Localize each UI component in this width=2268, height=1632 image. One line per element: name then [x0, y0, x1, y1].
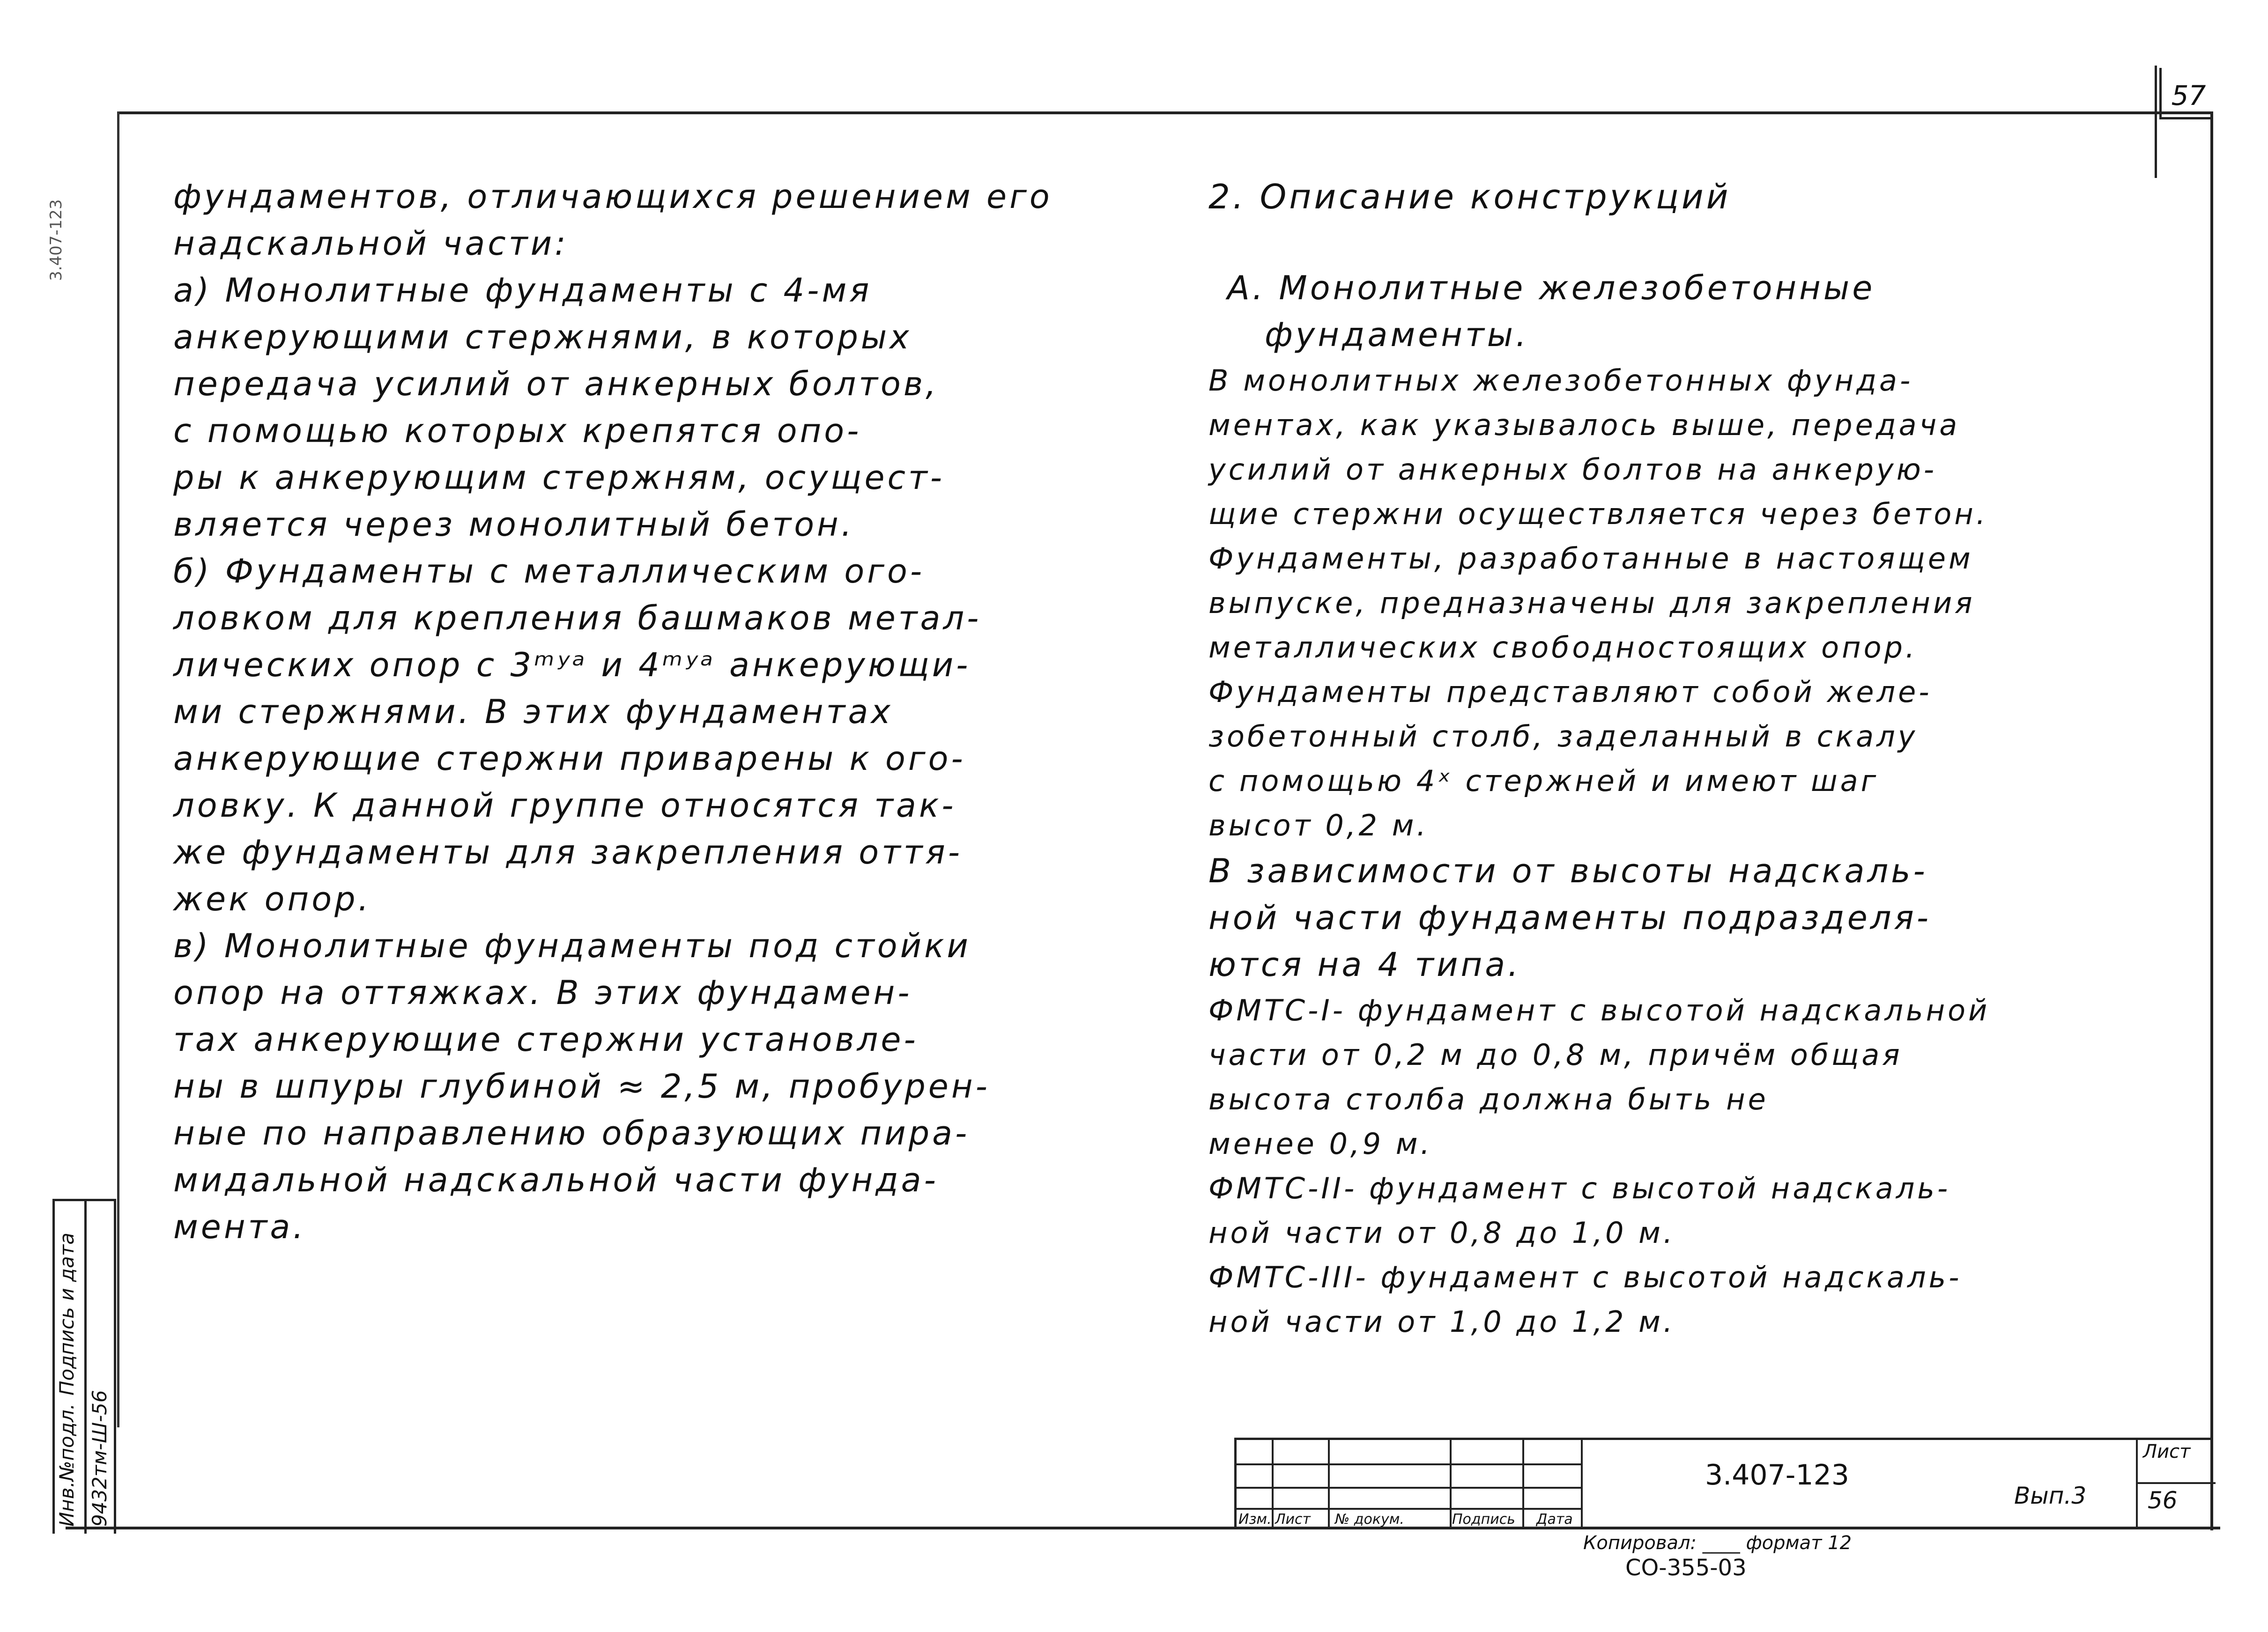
right-column — [1208, 173, 2183, 1344]
text-line: Фундаменты, разработанные в настоящем — [1208, 541, 1973, 576]
tb-label-date: Дата — [1536, 1511, 1573, 1528]
tb-col-line — [1272, 1440, 1274, 1529]
text-line: ФМТС-III- фундамент с высотой надскаль- — [1208, 1260, 1962, 1294]
text-line: ной части от 0,8 до 1,0 м. — [1208, 1216, 1675, 1250]
text-line: В зависимости от высоты надскаль- — [1208, 852, 1928, 890]
sheet-label: Лист — [2143, 1441, 2191, 1462]
tb-label-list: Лист — [1275, 1511, 1311, 1528]
stamp-inv-value: 9432тм-Ш-56 — [88, 1390, 111, 1527]
text-line: анкерующими стержнями, в которых — [173, 318, 912, 356]
sheet-number: 56 — [2148, 1487, 2178, 1514]
tb-row-line — [1237, 1463, 1581, 1465]
document-code: 3.407-123 — [1705, 1459, 1849, 1492]
text-line: менее 0,9 м. — [1208, 1127, 1433, 1161]
text-line: б) Фундаменты с металлическим ого- — [173, 552, 925, 591]
text-line: вляется через монолитный бетон. — [173, 505, 855, 544]
tb-row-line — [1237, 1487, 1581, 1489]
side-stamp — [52, 1199, 116, 1534]
copy-code: СО-355-03 — [1625, 1555, 1747, 1581]
frame-left-border — [117, 111, 119, 1427]
text-line: анкерующие стержни приварены к ого- — [173, 739, 966, 778]
text-line: ментах, как указывалось выше, передача — [1208, 408, 1960, 442]
copy-note: Копировал: ____ формат 12 — [1583, 1532, 1852, 1554]
stamp-sign-label: Подпись и дата — [55, 1233, 78, 1396]
text-line: лических опор с 3ᵐʸᵃ и 4ᵐʸᵃ анкерующи- — [173, 646, 971, 684]
title-block — [1234, 1438, 2213, 1529]
text-line: ФМТС-II- фундамент с высотой надскаль- — [1208, 1171, 1951, 1205]
text-line: Фундаменты представляют собой желе- — [1208, 675, 1932, 709]
tb-col-line — [1450, 1440, 1452, 1529]
text-line: фундаментов, отличающихся решением его — [173, 177, 1052, 216]
text-line: ры к анкерующим стержням, осущест- — [173, 458, 945, 497]
text-line: выпуске, предназначены для закрепления — [1208, 586, 1975, 620]
text-line: ной части от 1,0 до 1,2 м. — [1208, 1305, 1675, 1339]
left-column — [173, 173, 1148, 1250]
tb-label-sign: Подпись — [1452, 1511, 1515, 1528]
text-line: щие стержни осуществляется через бетон. — [1208, 497, 1988, 531]
text-line: высота столба должна быть не — [1208, 1082, 1769, 1116]
tb-col-line — [1522, 1440, 1524, 1529]
top-tab-rail — [2155, 66, 2157, 178]
text-line: зобетонный столб, заделанный в скалу — [1208, 719, 1918, 753]
tb-label-izm: Изм. — [1238, 1511, 1272, 1528]
section-heading: 2. Описание конструкций — [1208, 177, 1731, 216]
text-line: высот 0,2 м. — [1208, 808, 1429, 842]
text-line: жек опор. — [173, 880, 371, 918]
page-number-top: 57 — [2171, 80, 2206, 111]
text-line: ются на 4 типа. — [1208, 945, 1521, 984]
text-line: опор на оттяжках. В этих фундамен- — [173, 974, 912, 1012]
tb-row-line — [1237, 1508, 1581, 1510]
text-line: усилий от анкерных болтов на анкерую- — [1208, 452, 1937, 487]
text-line: ФМТС-I- фундамент с высотой надскальной — [1208, 993, 1990, 1027]
tb-col-line — [2136, 1440, 2138, 1529]
stamp-inv-label: Инв.№подл. — [55, 1403, 78, 1527]
text-line: с помощью которых крепятся опо- — [173, 412, 862, 450]
tb-label-doc: № докум. — [1335, 1511, 1404, 1528]
text-line: же фундаменты для закрепления оття- — [173, 833, 963, 871]
text-line: ной части фундаменты подразделя- — [1208, 899, 1931, 937]
text-line: с помощью 4ˣ стержней и имеют шаг — [1208, 764, 1879, 798]
text-line: части от 0,2 м до 0,8 м, причём общая — [1208, 1038, 1903, 1072]
edge-mark: 3.407-123 — [47, 199, 66, 281]
text-line: мидальной надскальной части фунда- — [173, 1161, 939, 1199]
text-line: ловку. К данной группе относятся так- — [173, 786, 956, 825]
text-line: В монолитных железобетонных фунда- — [1208, 363, 1913, 398]
subheading: А. Монолитные железобетонные — [1227, 269, 1875, 307]
text-line: мента. — [173, 1208, 306, 1246]
spacer — [1208, 220, 2183, 265]
text-line: ны в шпуры глубиной ≈ 2,5 м, пробурен- — [173, 1067, 990, 1106]
tb-row-line — [2136, 1482, 2216, 1484]
text-line: ловком для крепления башмаков метал- — [173, 599, 982, 637]
text-line: металлических свободностоящих опор. — [1208, 630, 1918, 665]
text-line: а) Монолитные фундаменты с 4-мя — [173, 271, 872, 310]
issue-number: Вып.3 — [2014, 1482, 2087, 1509]
tb-col-line — [1581, 1440, 1583, 1529]
text-line: ные по направлению образующих пира- — [173, 1114, 970, 1152]
tb-col-line — [1328, 1440, 1330, 1529]
text-line: тах анкерующие стержни установле- — [173, 1020, 919, 1059]
text-line: передача усилий от анкерных болтов, — [173, 365, 939, 403]
text-line: в) Монолитные фундаменты под стойки — [173, 927, 971, 965]
subheading: фундаменты. — [1265, 316, 1529, 354]
text-line: надскальной части: — [173, 224, 569, 263]
text-line: ми стержнями. В этих фундаментах — [173, 693, 893, 731]
